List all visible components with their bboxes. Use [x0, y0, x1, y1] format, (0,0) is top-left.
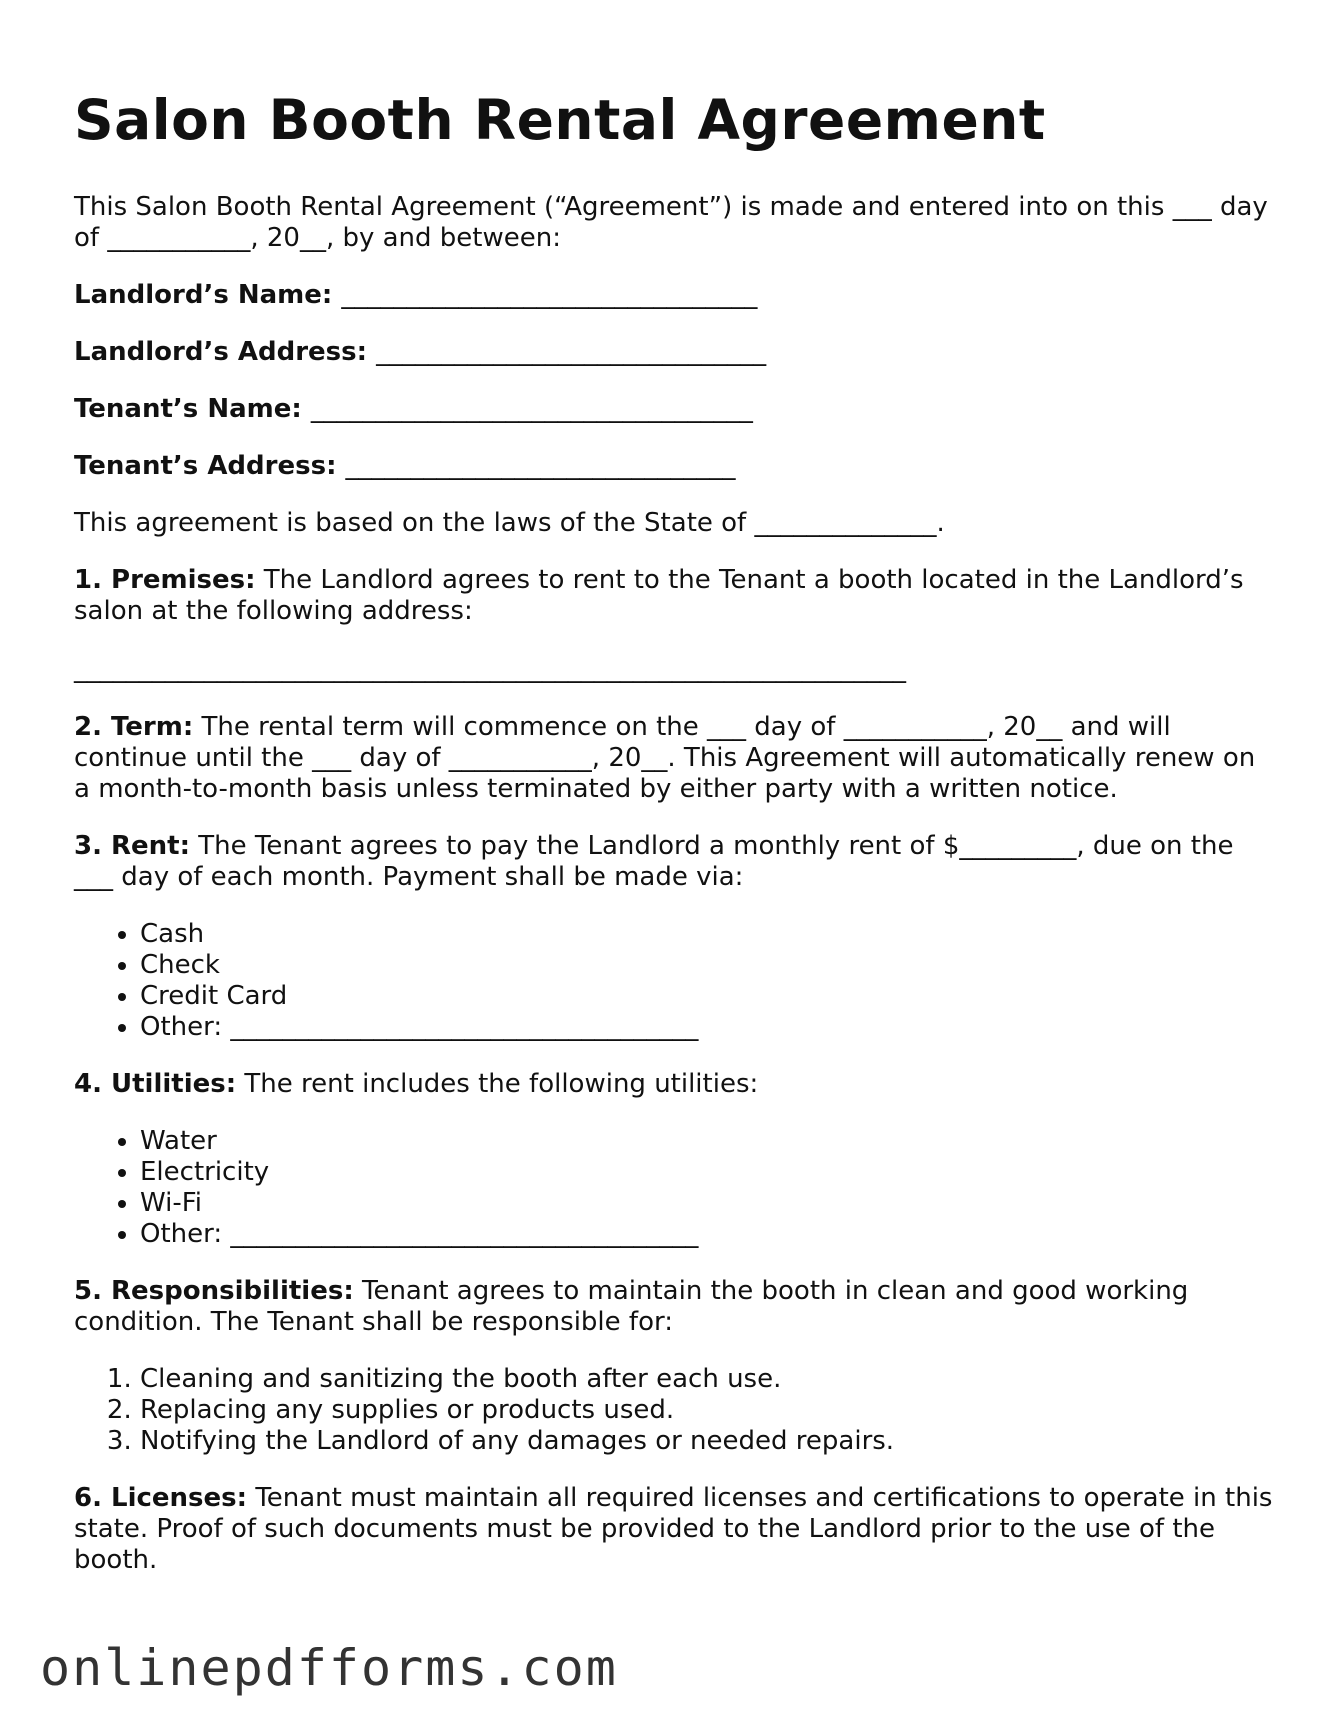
- tenant-name-field: [74, 394, 1274, 425]
- landlord-address-label: Landlord’s Address:: [74, 337, 367, 367]
- landlord-name-blank: ________________________________: [341, 280, 758, 310]
- list-item: • Other: ____________________________________: [140, 1012, 1274, 1043]
- section-licenses: [74, 1483, 1274, 1576]
- licenses-heading: 6. Licenses:: [74, 1483, 248, 1513]
- payment-options-list: [74, 919, 1274, 1043]
- tenant-address-field: [74, 451, 1274, 482]
- utilities-list: [74, 1126, 1274, 1250]
- rent-heading: 3. Rent:: [74, 831, 191, 861]
- state-clause: This agreement is based on the laws of the State of ______________.: [74, 508, 945, 538]
- tenant-address-blank: ______________________________: [345, 451, 736, 481]
- utilities-heading: 4. Utilities:: [74, 1069, 237, 1099]
- term-heading: 2. Term:: [74, 712, 194, 742]
- licenses-text: Tenant must maintain all required licenses and certifications to operate in this state. Proof of such documents must be provided to the Landlord prior to the use of the booth.: [74, 1483, 1273, 1575]
- document-title: Salon Booth Rental Agreement: [74, 88, 1046, 152]
- landlord-address-blank: ______________________________: [376, 337, 767, 367]
- rent-text: The Tenant agrees to pay the Landlord a monthly rent of $_________, due on the ___ day of each month. Payment shall be made via:: [74, 831, 1234, 892]
- intro-paragraph: This Salon Booth Rental Agreement (“Agreement”) is made and entered into on this ___ day of ___________, 20__, by and between:: [74, 192, 1268, 253]
- premises-text: The Landlord agrees to rent to the Tenant a booth located in the Landlord’s salon at the following address:: [74, 565, 1244, 626]
- list-item: • Other: ____________________________________: [140, 1219, 1274, 1250]
- document-page: [74, 88, 1274, 1602]
- utilities-text: The rent includes the following utilities:: [244, 1069, 759, 1099]
- section-utilities: [74, 1069, 1274, 1100]
- list-item: • Electricity: [140, 1157, 1274, 1188]
- list-item: • Water: [140, 1126, 1274, 1157]
- list-item: • Check: [140, 950, 1274, 981]
- list-item: • Credit Card: [140, 981, 1274, 1012]
- landlord-name-field: [74, 280, 1274, 311]
- responsibilities-text: Tenant agrees to maintain the booth in clean and good working condition. The Tenant shall be responsible for:: [74, 1276, 1189, 1337]
- tenant-address-label: Tenant’s Address:: [74, 451, 337, 481]
- list-item: 3. Notifying the Landlord of any damages or needed repairs.: [140, 1426, 1274, 1457]
- list-item: 2. Replacing any supplies or products used.: [140, 1395, 1274, 1426]
- tenant-name-blank: __________________________________: [310, 394, 753, 424]
- responsibilities-list: [74, 1364, 1274, 1457]
- premises-address-line: ________________________________________________________________: [74, 654, 906, 684]
- section-term: [74, 712, 1274, 805]
- list-item: • Wi-Fi: [140, 1188, 1274, 1219]
- landlord-name-label: Landlord’s Name:: [74, 280, 333, 310]
- landlord-address-field: [74, 337, 1274, 368]
- premises-heading: 1. Premises:: [74, 565, 256, 595]
- term-text: The rental term will commence on the ___ day of ___________, 20__ and will continue until the ___ day of ___________, 20__. This Agreement will automatically renew on a month-to-month basis unless terminated by either party with a written notice.: [74, 712, 1256, 804]
- responsibilities-heading: 5. Responsibilities:: [74, 1276, 354, 1306]
- section-responsibilities: [74, 1276, 1274, 1338]
- section-rent: [74, 831, 1274, 893]
- list-item: • Cash: [140, 919, 1274, 950]
- tenant-name-label: Tenant’s Name:: [74, 394, 302, 424]
- section-premises: [74, 565, 1274, 627]
- watermark-text: onlinepdfforms.com: [40, 1639, 618, 1697]
- list-item: 1. Cleaning and sanitizing the booth after each use.: [140, 1364, 1274, 1395]
